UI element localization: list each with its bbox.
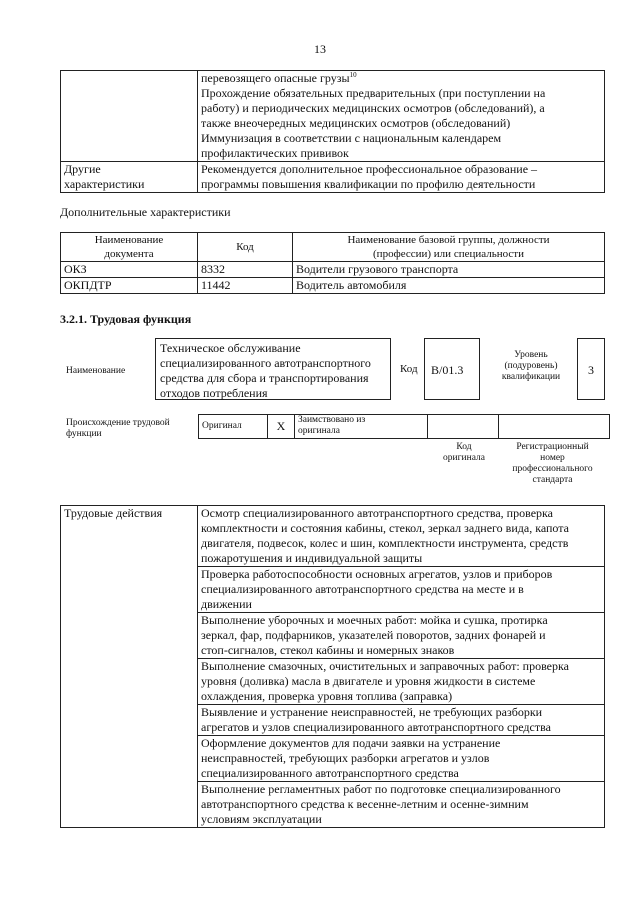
page-number: 13: [314, 42, 326, 56]
origin-label: Происхождение трудовой функции: [66, 418, 170, 439]
origin-code-cell: [428, 415, 499, 439]
function-code-value: В/01.3: [424, 338, 480, 400]
original-mark: Х: [268, 415, 295, 439]
origin-reg-cell: [499, 415, 610, 439]
col-code-header: Код: [198, 233, 293, 262]
req-line: также внеочередных медицинских осмотров (обследований): [201, 116, 511, 130]
origin-table: [198, 414, 610, 439]
req-line: перевозящего опасные грузы: [201, 71, 350, 85]
code-label: Код: [400, 363, 418, 375]
code-caption: Код оригинала: [443, 442, 485, 463]
function-name-box: Техническое обслуживание специализированного автотранспортного средства для сбора и транспортирования отходов потребления: [155, 338, 391, 400]
labor-action-item: Выявление и устранение неисправностей, не требующих разборки агрегатов и узлов специализированного автотранспортного средства: [198, 705, 605, 736]
other-characteristics-label: Другие характеристики: [61, 162, 198, 193]
req-line: профилактических прививок: [201, 146, 349, 160]
footnote-ref: 10: [349, 71, 357, 79]
level-value: 3: [577, 338, 605, 400]
labor-action-item: Выполнение смазочных, очистительных и заправочных работ: проверка уровня (доливка) масла в двигателе и уровня жидкости в системе охлаждения, проверка уровня топлива (заправка): [198, 659, 605, 705]
table-row: ОКПДТР 11442 Водитель автомобиля: [61, 278, 605, 294]
name-label: Наименование: [66, 366, 126, 376]
req-line: работу) и периодических медицинских осмотров (обследований), а: [201, 101, 545, 115]
borrowed-cell: Заимствовано из оригинала: [295, 415, 428, 439]
level-label: Уровень (подуровень) квалификации: [501, 350, 561, 382]
labor-action-item: Оформление документов для подачи заявки на устранение неисправностей, требующих разборки агрегатов и узлов специализированного автотранспортного средства: [198, 736, 605, 782]
qualification-requirements-table: [60, 70, 605, 193]
labor-action-item: Проверка работоспособности основных агрегатов, узлов и приборов специализированного автотранспортного средства на месте и в движении: [198, 567, 605, 613]
req-line: Иммунизация в соответствии с национальным календарем: [201, 131, 502, 145]
labor-action-item: Выполнение регламентных работ по подготовке специализированного автотранспортного средства к весенне-летним и осенне-зимним условиям эксплуатации: [198, 782, 605, 828]
function-heading: 3.2.1. Трудовая функция: [60, 312, 192, 326]
col-name-header: Наименование базовой группы, должности (профессии) или специальности: [293, 233, 605, 262]
table-row: [61, 506, 605, 567]
labor-actions-table: [60, 505, 605, 828]
labor-actions-label: Трудовые действия: [61, 506, 198, 828]
additional-characteristics-table: [60, 232, 605, 294]
col-doc-header: Наименование документа: [61, 233, 198, 262]
original-cell: Оригинал: [199, 415, 268, 439]
labor-action-item: Осмотр специализированного автотранспортного средства, проверка комплектности и состояния кабины, стекол, зеркал заднего вида, капота двигателя, подвесок, колес и шин, комплектности инструмента, средств пожаротушения и индивидуальной защиты: [198, 506, 605, 567]
other-characteristics-text: Рекомендуется дополнительное профессиональное образование – программы повышения квалификации по профилю деятельности: [198, 162, 605, 193]
req-line: Прохождение обязательных предварительных (при поступлении на: [201, 86, 546, 100]
table-row: ОКЗ 8332 Водители грузового транспорта: [61, 262, 605, 278]
reg-caption: Регистрационный номер профессионального стандарта: [512, 442, 593, 485]
additional-heading: Дополнительные характеристики: [60, 205, 231, 219]
labor-action-item: Выполнение уборочных и моечных работ: мойка и сушка, протирка зеркал, фар, подфарников, указателей поворотов, задних фонарей и стоп-сигналов, стекол кабины и номерных знаков: [198, 613, 605, 659]
